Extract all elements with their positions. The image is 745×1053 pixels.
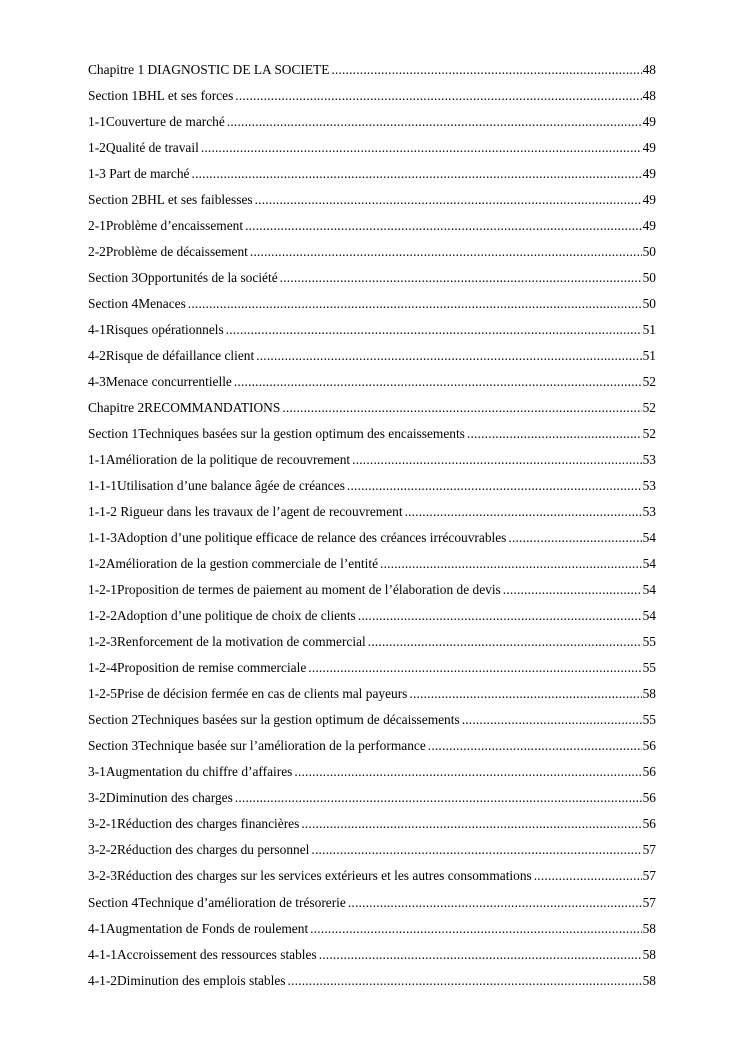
toc-entry[interactable]	[88, 655, 656, 681]
toc-entry-page: 53	[642, 478, 656, 494]
toc-entry[interactable]	[88, 369, 656, 395]
toc-entry-page: 54	[642, 556, 656, 572]
toc-leader-dots	[311, 837, 641, 863]
toc-leader-dots	[368, 629, 642, 655]
toc-entry[interactable]	[88, 629, 656, 655]
toc-leader-dots	[256, 343, 641, 369]
toc-entry[interactable]	[88, 395, 656, 421]
toc-entry-title: Section 1BHL et ses forces	[88, 88, 234, 104]
toc-entry-title: Section 4Menaces	[88, 296, 186, 312]
toc-entry[interactable]	[88, 447, 656, 473]
toc-entry-page: 54	[642, 582, 656, 598]
toc-leader-dots	[201, 135, 642, 161]
toc-entry-title: 1-2Amélioration de la gestion commerciale de l’entité	[88, 556, 379, 572]
toc-entry-page: 55	[642, 634, 656, 650]
toc-leader-dots	[405, 499, 642, 525]
toc-entry-title: 3-1Augmentation du chiffre d’affaires	[88, 764, 293, 780]
toc-entry[interactable]	[88, 916, 656, 942]
toc-leader-dots	[308, 655, 641, 681]
toc-entry[interactable]	[88, 265, 656, 291]
toc-entry[interactable]	[88, 681, 656, 707]
toc-entry-title: 3-2-3Réduction des charges sur les services extérieurs et les autres consommations	[88, 868, 532, 884]
toc-entry-title: Section 2BHL et ses faiblesses	[88, 192, 253, 208]
toc-entry-page: 57	[642, 868, 656, 884]
toc-entry-page: 58	[642, 946, 656, 962]
toc-leader-dots	[331, 57, 641, 83]
toc-entry-title: 4-3Menace concurrentielle	[88, 374, 232, 390]
toc-entry-page: 58	[642, 686, 656, 702]
toc-entry-title: 1-2Qualité de travail	[88, 140, 199, 156]
toc-leader-dots	[358, 603, 642, 629]
toc-entry[interactable]	[88, 161, 656, 187]
toc-entry[interactable]	[88, 551, 656, 577]
toc-entry-title: 4-1-2Diminution des emplois stables	[88, 972, 286, 988]
toc-entry-title: 4-1Risques opérationnels	[88, 322, 224, 338]
toc-entry-page: 49	[642, 166, 656, 182]
toc-entry-page: 55	[642, 660, 656, 676]
toc-entry-title: 1-2-4Proposition de remise commerciale	[88, 660, 307, 676]
toc-leader-dots	[534, 863, 642, 889]
toc-entry-page: 48	[642, 88, 656, 104]
toc-leader-dots	[235, 785, 642, 811]
toc-entry[interactable]	[88, 968, 656, 994]
toc-entry[interactable]	[88, 109, 656, 135]
toc-leader-dots	[250, 239, 642, 265]
toc-leader-dots	[288, 968, 642, 994]
toc-entry[interactable]	[88, 135, 656, 161]
toc-leader-dots	[294, 759, 641, 785]
toc-entry-title: Chapitre 2RECOMMANDATIONS	[88, 400, 281, 416]
toc-leader-dots	[380, 551, 642, 577]
toc-entry-page: 56	[642, 738, 656, 754]
toc-entry[interactable]	[88, 473, 656, 499]
toc-entry-title: 1-2-3Renforcement de la motivation de commercial	[88, 634, 366, 650]
toc-entry-title: 3-2-1Réduction des charges financières	[88, 816, 300, 832]
toc-entry-title: Section 3Technique basée sur l’amélioration de la performance	[88, 738, 426, 754]
toc-entry-title: 1-1-3Adoption d’une politique efficace de relance des créances irrécouvrables	[88, 530, 507, 546]
toc-leader-dots	[348, 890, 642, 916]
toc-entry-title: 4-1Augmentation de Fonds de roulement	[88, 920, 309, 936]
toc-leader-dots	[234, 369, 642, 395]
toc-entry[interactable]	[88, 499, 656, 525]
toc-entry-page: 56	[642, 816, 656, 832]
toc-leader-dots	[319, 942, 642, 968]
toc-entry-title: 3-2Diminution des charges	[88, 790, 233, 806]
toc-entry-page: 50	[642, 244, 656, 260]
toc-entry-title: 1-1Couverture de marché	[88, 114, 225, 130]
toc-leader-dots	[508, 525, 641, 551]
toc-entry[interactable]	[88, 759, 656, 785]
toc-leader-dots	[226, 317, 642, 343]
toc-leader-dots	[235, 83, 641, 109]
toc-leader-dots	[282, 395, 641, 421]
toc-entry[interactable]	[88, 291, 656, 317]
toc-entry-page: 48	[642, 62, 656, 77]
toc-entry-title: 1-1-2 Rigueur dans les travaux de l’agent de recouvrement	[88, 504, 403, 520]
toc-entry-title: 2-2Problème de décaissement	[88, 244, 248, 260]
toc-entry-title: 1-2-2Adoption d’une politique de choix de clients	[88, 608, 356, 624]
toc-entry-page: 54	[642, 530, 656, 546]
table-of-contents	[88, 57, 656, 994]
toc-entry-title: 1-1Amélioration de la politique de recouvrement	[88, 452, 351, 468]
toc-entry[interactable]	[88, 733, 656, 759]
toc-entry-page: 53	[642, 452, 656, 468]
toc-entry[interactable]	[88, 421, 656, 447]
toc-entry[interactable]	[88, 317, 656, 343]
toc-entry-page: 55	[642, 712, 656, 728]
toc-leader-dots	[192, 161, 642, 187]
toc-leader-dots	[188, 291, 642, 317]
toc-entry[interactable]	[88, 811, 656, 837]
toc-entry-page: 49	[642, 140, 656, 156]
toc-entry-page: 57	[642, 842, 656, 858]
toc-entry-page: 51	[642, 348, 656, 364]
toc-entry-title: Chapitre 1 DIAGNOSTIC DE LA SOCIETE	[88, 62, 330, 77]
toc-entry-title: Section 1Techniques basées sur la gestion optimum des encaissements	[88, 426, 465, 442]
toc-entry-page: 49	[642, 192, 656, 208]
toc-entry[interactable]	[88, 57, 656, 83]
toc-entry-title: 2-1Problème d’encaissement	[88, 218, 244, 234]
toc-entry-title: 3-2-2Réduction des charges du personnel	[88, 842, 310, 858]
toc-leader-dots	[409, 681, 641, 707]
toc-leader-dots	[227, 109, 642, 135]
toc-entry[interactable]	[88, 239, 656, 265]
toc-entry-title: 1-2-1Proposition de termes de paiement au moment de l’élaboration de devis	[88, 582, 501, 598]
toc-entry-page: 56	[642, 790, 656, 806]
toc-entry-page: 52	[642, 400, 656, 416]
toc-entry-page: 52	[642, 426, 656, 442]
toc-leader-dots	[347, 473, 642, 499]
toc-entry[interactable]	[88, 837, 656, 863]
toc-leader-dots	[301, 811, 641, 837]
toc-entry-title: 1-2-5Prise de décision fermée en cas de clients mal payeurs	[88, 686, 408, 702]
toc-entry[interactable]	[88, 213, 656, 239]
toc-entry-page: 56	[642, 764, 656, 780]
toc-entry-title: Section 2Techniques basées sur la gestion optimum de décaissements	[88, 712, 460, 728]
toc-entry-page: 58	[642, 972, 656, 988]
toc-entry[interactable]	[88, 525, 656, 551]
toc-entry-page: 57	[642, 894, 656, 910]
toc-entry[interactable]	[88, 890, 656, 916]
toc-leader-dots	[428, 733, 642, 759]
toc-entry-page: 53	[642, 504, 656, 520]
toc-entry[interactable]	[88, 707, 656, 733]
toc-entry-page: 50	[642, 296, 656, 312]
toc-leader-dots	[245, 213, 642, 239]
toc-entry[interactable]	[88, 603, 656, 629]
toc-entry-page: 51	[642, 322, 656, 338]
toc-leader-dots	[503, 577, 642, 603]
toc-entry-page: 49	[642, 218, 656, 234]
toc-entry[interactable]	[88, 343, 656, 369]
toc-entry-title: Section 4Technique d’amélioration de trésorerie	[88, 894, 346, 910]
toc-entry-title: Section 3Opportunités de la société	[88, 270, 278, 286]
toc-entry-title: 1-1-1Utilisation d’une balance âgée de créances	[88, 478, 345, 494]
toc-entry-title: 1-3 Part de marché	[88, 166, 190, 182]
toc-entry[interactable]	[88, 577, 656, 603]
toc-entry[interactable]	[88, 863, 656, 889]
toc-entry[interactable]	[88, 83, 656, 109]
toc-leader-dots	[352, 447, 641, 473]
toc-entry-page: 52	[642, 374, 656, 390]
toc-leader-dots	[467, 421, 642, 447]
toc-leader-dots	[462, 707, 642, 733]
toc-entry-title: 4-2Risque de défaillance client	[88, 348, 255, 364]
toc-entry[interactable]	[88, 187, 656, 213]
toc-entry-page: 50	[642, 270, 656, 286]
toc-leader-dots	[280, 265, 642, 291]
toc-entry-page: 49	[642, 114, 656, 130]
toc-entry[interactable]	[88, 942, 656, 968]
toc-leader-dots	[310, 916, 641, 942]
toc-entry-page: 54	[642, 608, 656, 624]
toc-entry-page: 58	[642, 920, 656, 936]
toc-leader-dots	[255, 187, 642, 213]
toc-entry-title: 4-1-1Accroissement des ressources stables	[88, 946, 317, 962]
toc-entry[interactable]	[88, 785, 656, 811]
